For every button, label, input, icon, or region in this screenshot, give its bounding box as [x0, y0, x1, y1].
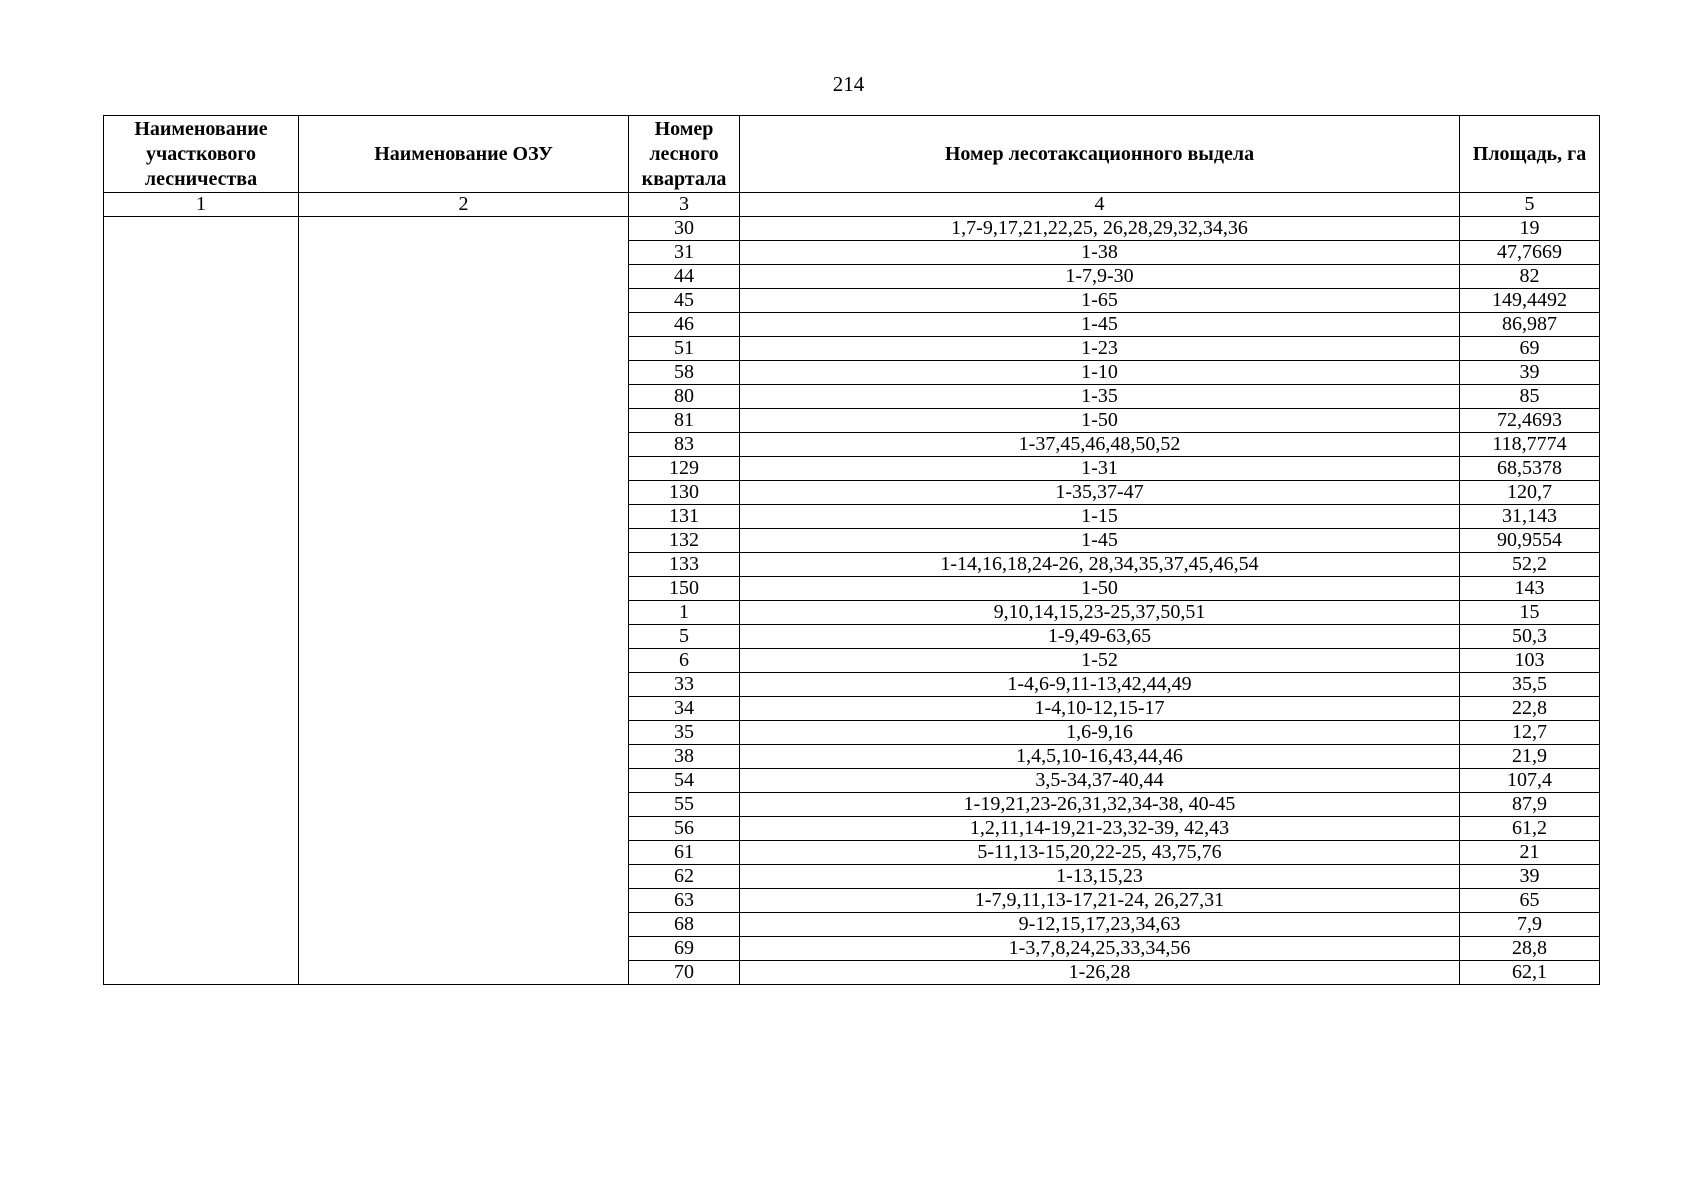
- quarter-number-cell: 150: [629, 577, 740, 601]
- plot-numbers-cell: 1-13,15,23: [740, 865, 1460, 889]
- plot-numbers-cell: 1-35,37-47: [740, 481, 1460, 505]
- area-cell: 21,9: [1460, 745, 1600, 769]
- area-cell: 19: [1460, 217, 1600, 241]
- quarter-number-cell: 30: [629, 217, 740, 241]
- plot-numbers-cell: 1-4,10-12,15-17: [740, 697, 1460, 721]
- quarter-number-cell: 80: [629, 385, 740, 409]
- plot-numbers-cell: 1-52: [740, 649, 1460, 673]
- plot-numbers-cell: 5-11,13-15,20,22-25, 43,75,76: [740, 841, 1460, 865]
- plot-numbers-cell: 3,5-34,37-40,44: [740, 769, 1460, 793]
- quarter-number-cell: 45: [629, 289, 740, 313]
- plot-numbers-cell: 1-45: [740, 313, 1460, 337]
- header-row: [104, 116, 1600, 193]
- area-cell: 65: [1460, 889, 1600, 913]
- plot-numbers-cell: 1,4,5,10-16,43,44,46: [740, 745, 1460, 769]
- area-cell: 47,7669: [1460, 241, 1600, 265]
- column-number-1: 1: [104, 193, 299, 217]
- area-cell: 12,7: [1460, 721, 1600, 745]
- area-cell: 69: [1460, 337, 1600, 361]
- quarter-number-cell: 69: [629, 937, 740, 961]
- table-row: [104, 217, 1600, 241]
- area-cell: 7,9: [1460, 913, 1600, 937]
- quarter-number-cell: 63: [629, 889, 740, 913]
- area-cell: 86,987: [1460, 313, 1600, 337]
- area-cell: 85: [1460, 385, 1600, 409]
- area-cell: 28,8: [1460, 937, 1600, 961]
- area-cell: 61,2: [1460, 817, 1600, 841]
- table-body: [104, 217, 1600, 985]
- plot-numbers-cell: 1,7-9,17,21,22,25, 26,28,29,32,34,36: [740, 217, 1460, 241]
- quarter-number-cell: 62: [629, 865, 740, 889]
- plot-numbers-cell: 1-19,21,23-26,31,32,34-38, 40-45: [740, 793, 1460, 817]
- quarter-number-cell: 6: [629, 649, 740, 673]
- forest-plots-table: [103, 115, 1600, 985]
- area-cell: 120,7: [1460, 481, 1600, 505]
- area-cell: 82: [1460, 265, 1600, 289]
- plot-numbers-cell: 1-31: [740, 457, 1460, 481]
- quarter-number-cell: 51: [629, 337, 740, 361]
- quarter-number-cell: 46: [629, 313, 740, 337]
- header-area: Площадь, га: [1460, 116, 1600, 193]
- area-cell: 90,9554: [1460, 529, 1600, 553]
- quarter-number-cell: 38: [629, 745, 740, 769]
- quarter-number-cell: 33: [629, 673, 740, 697]
- plot-numbers-cell: 1-35: [740, 385, 1460, 409]
- area-cell: 50,3: [1460, 625, 1600, 649]
- quarter-number-cell: 81: [629, 409, 740, 433]
- area-cell: 107,4: [1460, 769, 1600, 793]
- quarter-number-cell: 5: [629, 625, 740, 649]
- quarter-number-cell: 54: [629, 769, 740, 793]
- area-cell: 68,5378: [1460, 457, 1600, 481]
- quarter-number-cell: 56: [629, 817, 740, 841]
- header-ozu-name: Наименование ОЗУ: [299, 116, 629, 193]
- plot-numbers-cell: 1-65: [740, 289, 1460, 313]
- column-number-row: [104, 193, 1600, 217]
- area-cell: 31,143: [1460, 505, 1600, 529]
- plot-numbers-cell: 1-7,9-30: [740, 265, 1460, 289]
- plot-numbers-cell: 1-50: [740, 577, 1460, 601]
- forestry-name-cell: [104, 217, 299, 985]
- area-cell: 143: [1460, 577, 1600, 601]
- quarter-number-cell: 70: [629, 961, 740, 985]
- plot-numbers-cell: 1,6-9,16: [740, 721, 1460, 745]
- plot-numbers-cell: 1-37,45,46,48,50,52: [740, 433, 1460, 457]
- quarter-number-cell: 31: [629, 241, 740, 265]
- quarter-number-cell: 130: [629, 481, 740, 505]
- quarter-number-cell: 83: [629, 433, 740, 457]
- area-cell: 62,1: [1460, 961, 1600, 985]
- area-cell: 39: [1460, 865, 1600, 889]
- area-cell: 21: [1460, 841, 1600, 865]
- column-number-2: 2: [299, 193, 629, 217]
- area-cell: 149,4492: [1460, 289, 1600, 313]
- column-number-3: 3: [629, 193, 740, 217]
- plot-numbers-cell: 1-10: [740, 361, 1460, 385]
- quarter-number-cell: 55: [629, 793, 740, 817]
- area-cell: 52,2: [1460, 553, 1600, 577]
- area-cell: 39: [1460, 361, 1600, 385]
- quarter-number-cell: 61: [629, 841, 740, 865]
- plot-numbers-cell: 1-45: [740, 529, 1460, 553]
- plot-numbers-cell: 9,10,14,15,23-25,37,50,51: [740, 601, 1460, 625]
- quarter-number-cell: 34: [629, 697, 740, 721]
- header-quarter-number: Номер лесного квартала: [629, 116, 740, 193]
- plot-numbers-cell: 1-4,6-9,11-13,42,44,49: [740, 673, 1460, 697]
- page-number: 214: [832, 72, 865, 96]
- area-cell: 118,7774: [1460, 433, 1600, 457]
- quarter-number-cell: 35: [629, 721, 740, 745]
- quarter-number-cell: 132: [629, 529, 740, 553]
- area-cell: 87,9: [1460, 793, 1600, 817]
- area-cell: 22,8: [1460, 697, 1600, 721]
- quarter-number-cell: 129: [629, 457, 740, 481]
- header-plot-number: Номер лесотаксационного выдела: [740, 116, 1460, 193]
- ozu-name-cell: [299, 217, 629, 985]
- header-forestry-name: Наименование участкового лесничества: [104, 116, 299, 193]
- plot-numbers-cell: 1-38: [740, 241, 1460, 265]
- quarter-number-cell: 68: [629, 913, 740, 937]
- area-cell: 15: [1460, 601, 1600, 625]
- column-number-4: 4: [740, 193, 1460, 217]
- plot-numbers-cell: 1-15: [740, 505, 1460, 529]
- column-number-5: 5: [1460, 193, 1600, 217]
- quarter-number-cell: 1: [629, 601, 740, 625]
- quarter-number-cell: 133: [629, 553, 740, 577]
- plot-numbers-cell: 9-12,15,17,23,34,63: [740, 913, 1460, 937]
- plot-numbers-cell: 1-14,16,18,24-26, 28,34,35,37,45,46,54: [740, 553, 1460, 577]
- area-cell: 72,4693: [1460, 409, 1600, 433]
- quarter-number-cell: 44: [629, 265, 740, 289]
- area-cell: 103: [1460, 649, 1600, 673]
- plot-numbers-cell: 1-23: [740, 337, 1460, 361]
- plot-numbers-cell: 1-3,7,8,24,25,33,34,56: [740, 937, 1460, 961]
- plot-numbers-cell: 1-26,28: [740, 961, 1460, 985]
- area-cell: 35,5: [1460, 673, 1600, 697]
- plot-numbers-cell: 1-50: [740, 409, 1460, 433]
- plot-numbers-cell: 1-9,49-63,65: [740, 625, 1460, 649]
- plot-numbers-cell: 1,2,11,14-19,21-23,32-39, 42,43: [740, 817, 1460, 841]
- quarter-number-cell: 131: [629, 505, 740, 529]
- plot-numbers-cell: 1-7,9,11,13-17,21-24, 26,27,31: [740, 889, 1460, 913]
- quarter-number-cell: 58: [629, 361, 740, 385]
